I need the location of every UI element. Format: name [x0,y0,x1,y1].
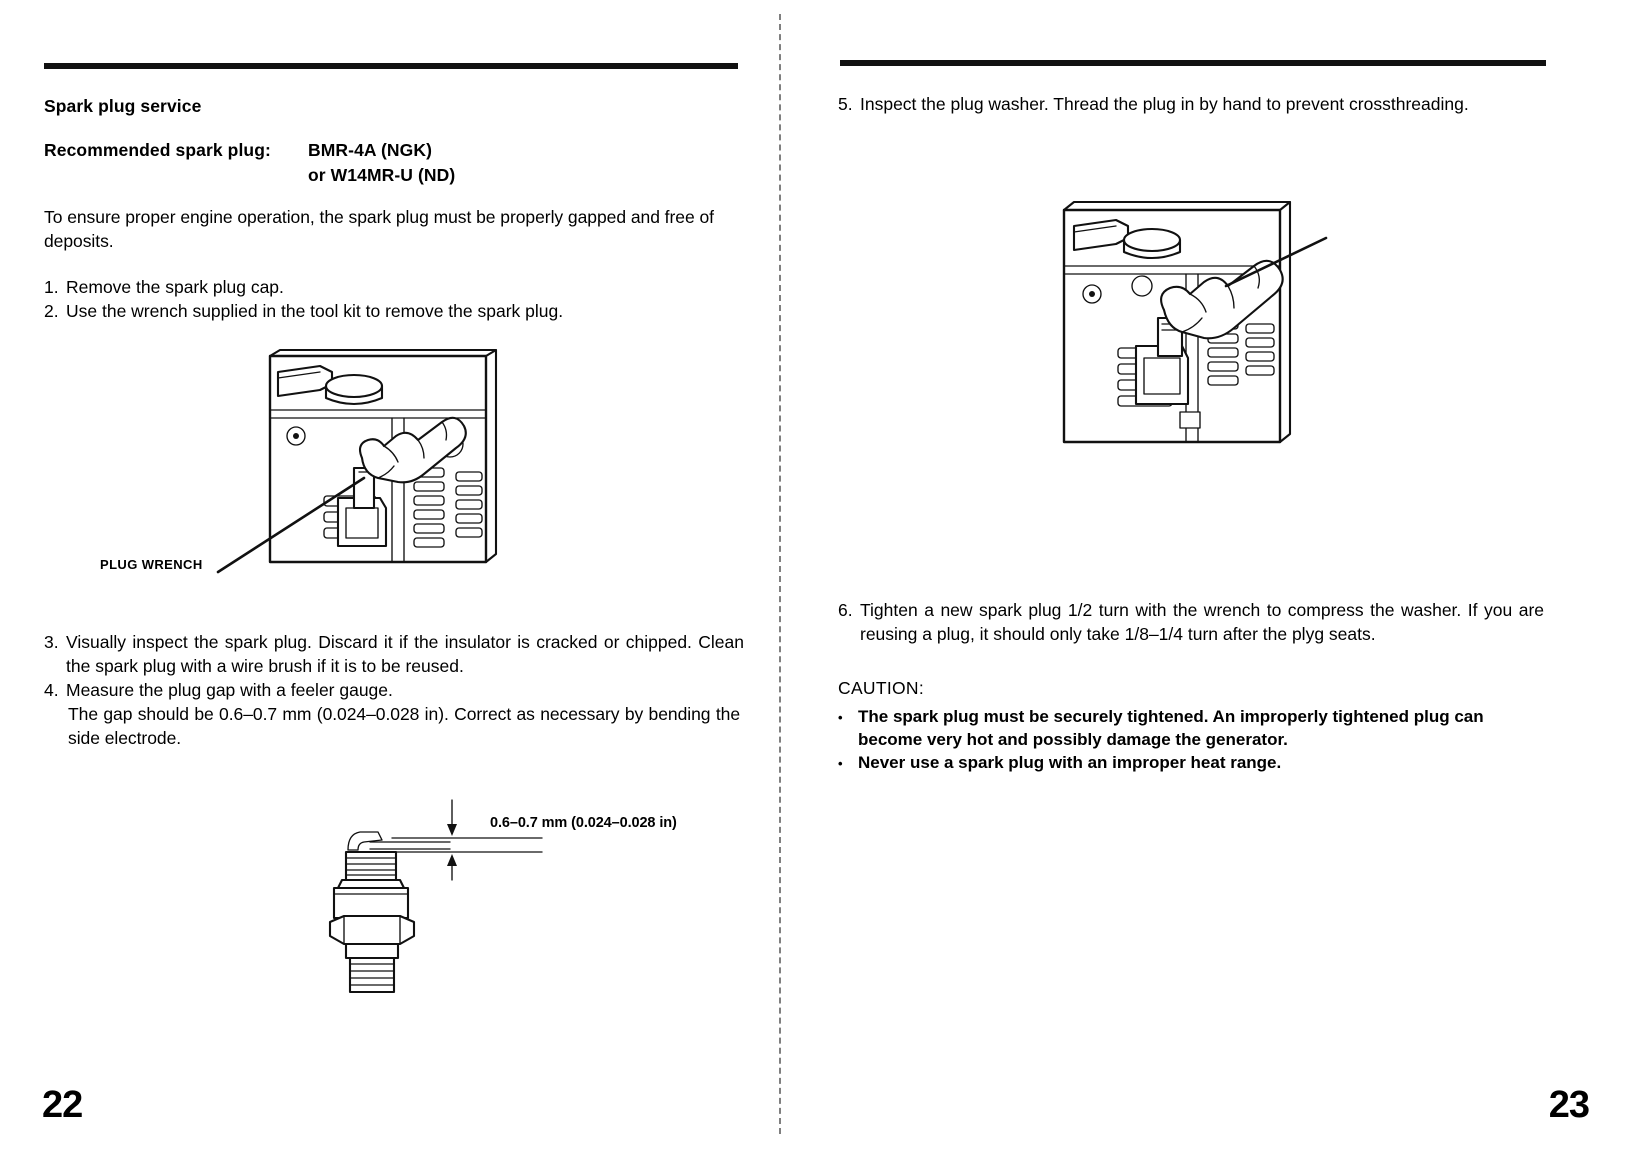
step-text: Tighten a new spark plug 1/2 turn with the wrench to compress the washer. If you are reusing a plug, it should only take 1/8–1/4 turn after the plyg seats. [860,600,1544,644]
step-text: Use the wrench supplied in the tool kit to remove the spark plug. [66,301,564,321]
step-text: Measure the plug gap with a feeler gauge. [66,680,393,700]
caution-text: Never use a spark plug with an improper heat range. [858,753,1282,772]
step-number: 4. [44,680,59,700]
list-item [44,630,744,678]
caution-item [838,751,1550,774]
step-number: 3. [44,632,59,652]
page-gutter-divider [779,14,781,1134]
figure-plug-wrench-removal [228,348,528,588]
step-number: 2. [44,301,59,321]
list-item [44,678,744,702]
caution-item [838,705,1550,751]
list-item [838,92,1540,116]
list-item [44,299,744,323]
step-number: 1. [44,277,59,297]
bullet-icon: • [838,710,843,725]
list-item [838,598,1544,646]
page-top-rule [44,63,738,69]
recommended-plug-value-ngk: BMR-4A (NGK) [308,140,433,160]
step-number: 6. [838,600,853,620]
step-text: Visually inspect the spark plug. Discard it if the insulator is cracked or chipped. Clean the spark plug with a wire brush if it is to be reused. [66,632,744,676]
step-4-continuation: The gap should be 0.6–0.7 mm (0.024–0.028 in). Correct as necessary by bending the side electrode. [68,704,740,748]
list-item [44,275,744,299]
bullet-icon: • [838,756,843,771]
recommended-plug-value-nd: or W14MR-U (ND) [308,165,456,185]
caution-heading: CAUTION: [838,678,925,698]
step-text: Inspect the plug washer. Thread the plug in by hand to prevent crossthreading. [860,94,1469,114]
caution-text: The spark plug must be securely tightened. An improperly tightened plug can become very hot and possibly damage the generator. [858,707,1484,749]
recommended-plug-label: Recommended spark plug: [44,140,271,160]
step-text: Remove the spark plug cap. [66,277,284,297]
spark-plug-gap-dimension-label: 0.6–0.7 mm (0.024–0.028 in) [490,815,677,831]
figure-hand-threading-plug [1030,190,1350,480]
right-page [790,0,1637,1157]
plug-wrench-callout-label: PLUG WRENCH [100,557,203,572]
page-number: 22 [42,1084,83,1126]
page-top-rule [840,60,1546,66]
page-title: Spark plug service [44,96,202,116]
page-number: 23 [1548,1084,1589,1126]
intro-paragraph: To ensure proper engine operation, the spark plug must be properly gapped and free of deposits. [44,207,714,251]
left-page [0,0,790,1157]
step-number: 5. [838,94,853,114]
